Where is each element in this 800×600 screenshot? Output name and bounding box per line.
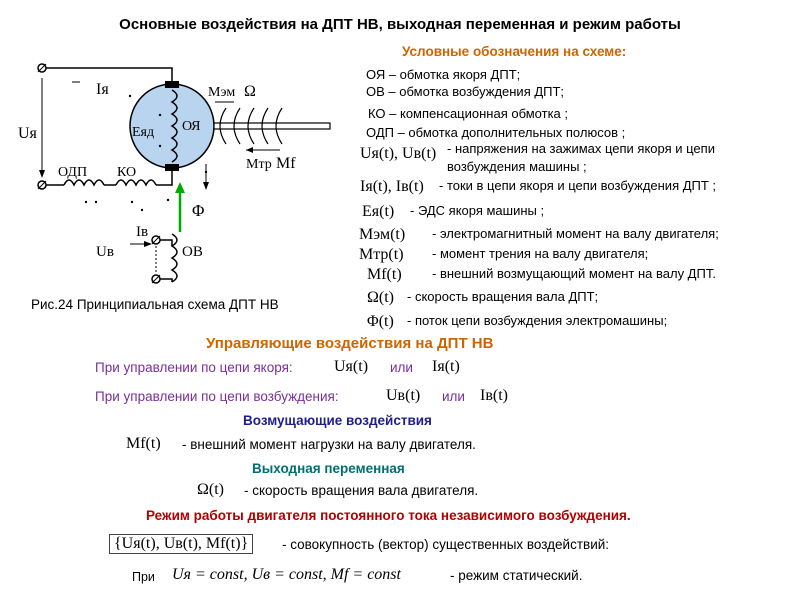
legend-sym-currents: Iя(t), Iв(t) (360, 178, 424, 195)
control-field-label: При управлении по цепи возбуждения: (95, 389, 339, 404)
control-field-or: или (442, 389, 465, 404)
legend-sym-emf: Eя(t) (362, 203, 395, 220)
label-ib: Iв (136, 224, 149, 240)
ko-coil (116, 180, 156, 185)
control-armature-sym2: Iя(t) (432, 358, 460, 375)
disturbance-text: - внешний момент нагрузки на валу двигателя. (182, 437, 476, 452)
legend-header: Условные обозначения на схеме: (402, 44, 627, 59)
label-mtr: Mтр (246, 157, 272, 172)
control-armature-or: или (390, 360, 413, 375)
brush-top (165, 81, 179, 88)
legend-text-phi: - поток цепи возбуждения электромашины; (407, 313, 668, 328)
label-odp: ОДП (58, 165, 88, 180)
legend-text-mtr: - момент трения на валу двигателя; (432, 246, 649, 261)
terminal-top-left (38, 64, 46, 72)
motor-shaft (214, 123, 330, 129)
label-phi: Φ (192, 201, 205, 220)
control-field-sym2: Iв(t) (480, 387, 508, 404)
legend-text-emf: - ЭДС якоря машины ; (410, 203, 545, 218)
label-mem: Mэм (208, 85, 236, 100)
mode-vector-text: - совокупность (вектор) существенных воздействий: (282, 537, 610, 552)
legend-text-currents: - токи в цепи якоря и цепи возбуждения ДПТ ; (439, 178, 717, 193)
figure-caption: Рис.24 Принципиальная схема ДПТ НВ (31, 297, 279, 312)
label-ob: ОВ (182, 244, 203, 260)
mode-vector: {Uя(t), Uв(t), Mf(t)} (109, 534, 253, 554)
slide-title: Основные воздействия на ДПТ НВ, выходная переменная и режим работы (119, 16, 681, 33)
terminal-bottom-left (38, 181, 46, 189)
label-ko: КО (117, 165, 137, 180)
output-header: Выходная переменная (252, 461, 405, 476)
legend-item-ko: КО – компенсационная обмотка ; (368, 106, 569, 121)
mode-condition: Uя = const, Uв = const, Mf = const (172, 566, 401, 583)
legend-text-omega: - скорость вращения вала ДПТ; (407, 289, 599, 304)
label-omega: Ω (244, 83, 256, 100)
legend-text-voltages-2: возбуждения машины ; (447, 159, 587, 174)
label-ia: Iя (96, 81, 109, 98)
label-oya: ОЯ (182, 119, 201, 134)
motor-schematic (20, 50, 350, 290)
label-ua: Uя (18, 125, 37, 142)
output-sym: Ω(t) (197, 481, 224, 498)
label-ub: Uв (96, 244, 114, 260)
legend-sym-mtr: Mтр(t) (359, 246, 404, 263)
legend-sym-voltages: Uя(t), Uв(t) (360, 145, 437, 162)
legend-item-oya: ОЯ – обмотка якоря ДПТ; (366, 67, 521, 82)
legend-sym-mem: Mэм(t) (359, 226, 406, 243)
label-eyad: Eяд (132, 125, 155, 140)
legend-item-ov: ОВ – обмотка возбуждения ДПТ; (366, 84, 565, 99)
control-header: Управляющие воздействия на ДПТ НВ (206, 335, 494, 352)
odp-coil (64, 180, 104, 185)
control-armature-label: При управлении по цепи якоря: (95, 360, 293, 375)
legend-sym-omega: Ω(t) (367, 289, 394, 306)
disturbance-sym: Mf(t) (126, 435, 161, 452)
mode-header: Режим работы двигателя постоянного тока независимого возбуждения. (146, 508, 631, 523)
label-mf: Mf (276, 155, 296, 172)
legend-text-voltages: - напряжения на зажимах цепи якоря и цепи (447, 141, 715, 156)
mode-prefix: При (132, 570, 155, 584)
disturbance-header: Возмущающие воздействия (243, 413, 432, 428)
control-armature-sym1: Uя(t) (334, 358, 369, 375)
brush-bottom (165, 164, 179, 171)
legend-sym-mf: Mf(t) (367, 266, 402, 283)
output-text: - скорость вращения вала двигателя. (244, 483, 479, 498)
terminal-field-top (152, 236, 160, 244)
legend-item-odp: ОДП – обмотка дополнительных полюсов ; (366, 125, 626, 140)
control-field-sym1: Uв(t) (386, 387, 421, 404)
mode-condition-text: - режим статический. (450, 568, 583, 583)
terminal-field-bottom (152, 275, 160, 283)
legend-text-mf: - внешний возмущающий момент на валу ДПТ. (432, 266, 716, 281)
legend-sym-phi: Φ(t) (367, 313, 394, 330)
legend-text-mem: - электромагнитный момент на валу двигателя; (432, 226, 719, 241)
